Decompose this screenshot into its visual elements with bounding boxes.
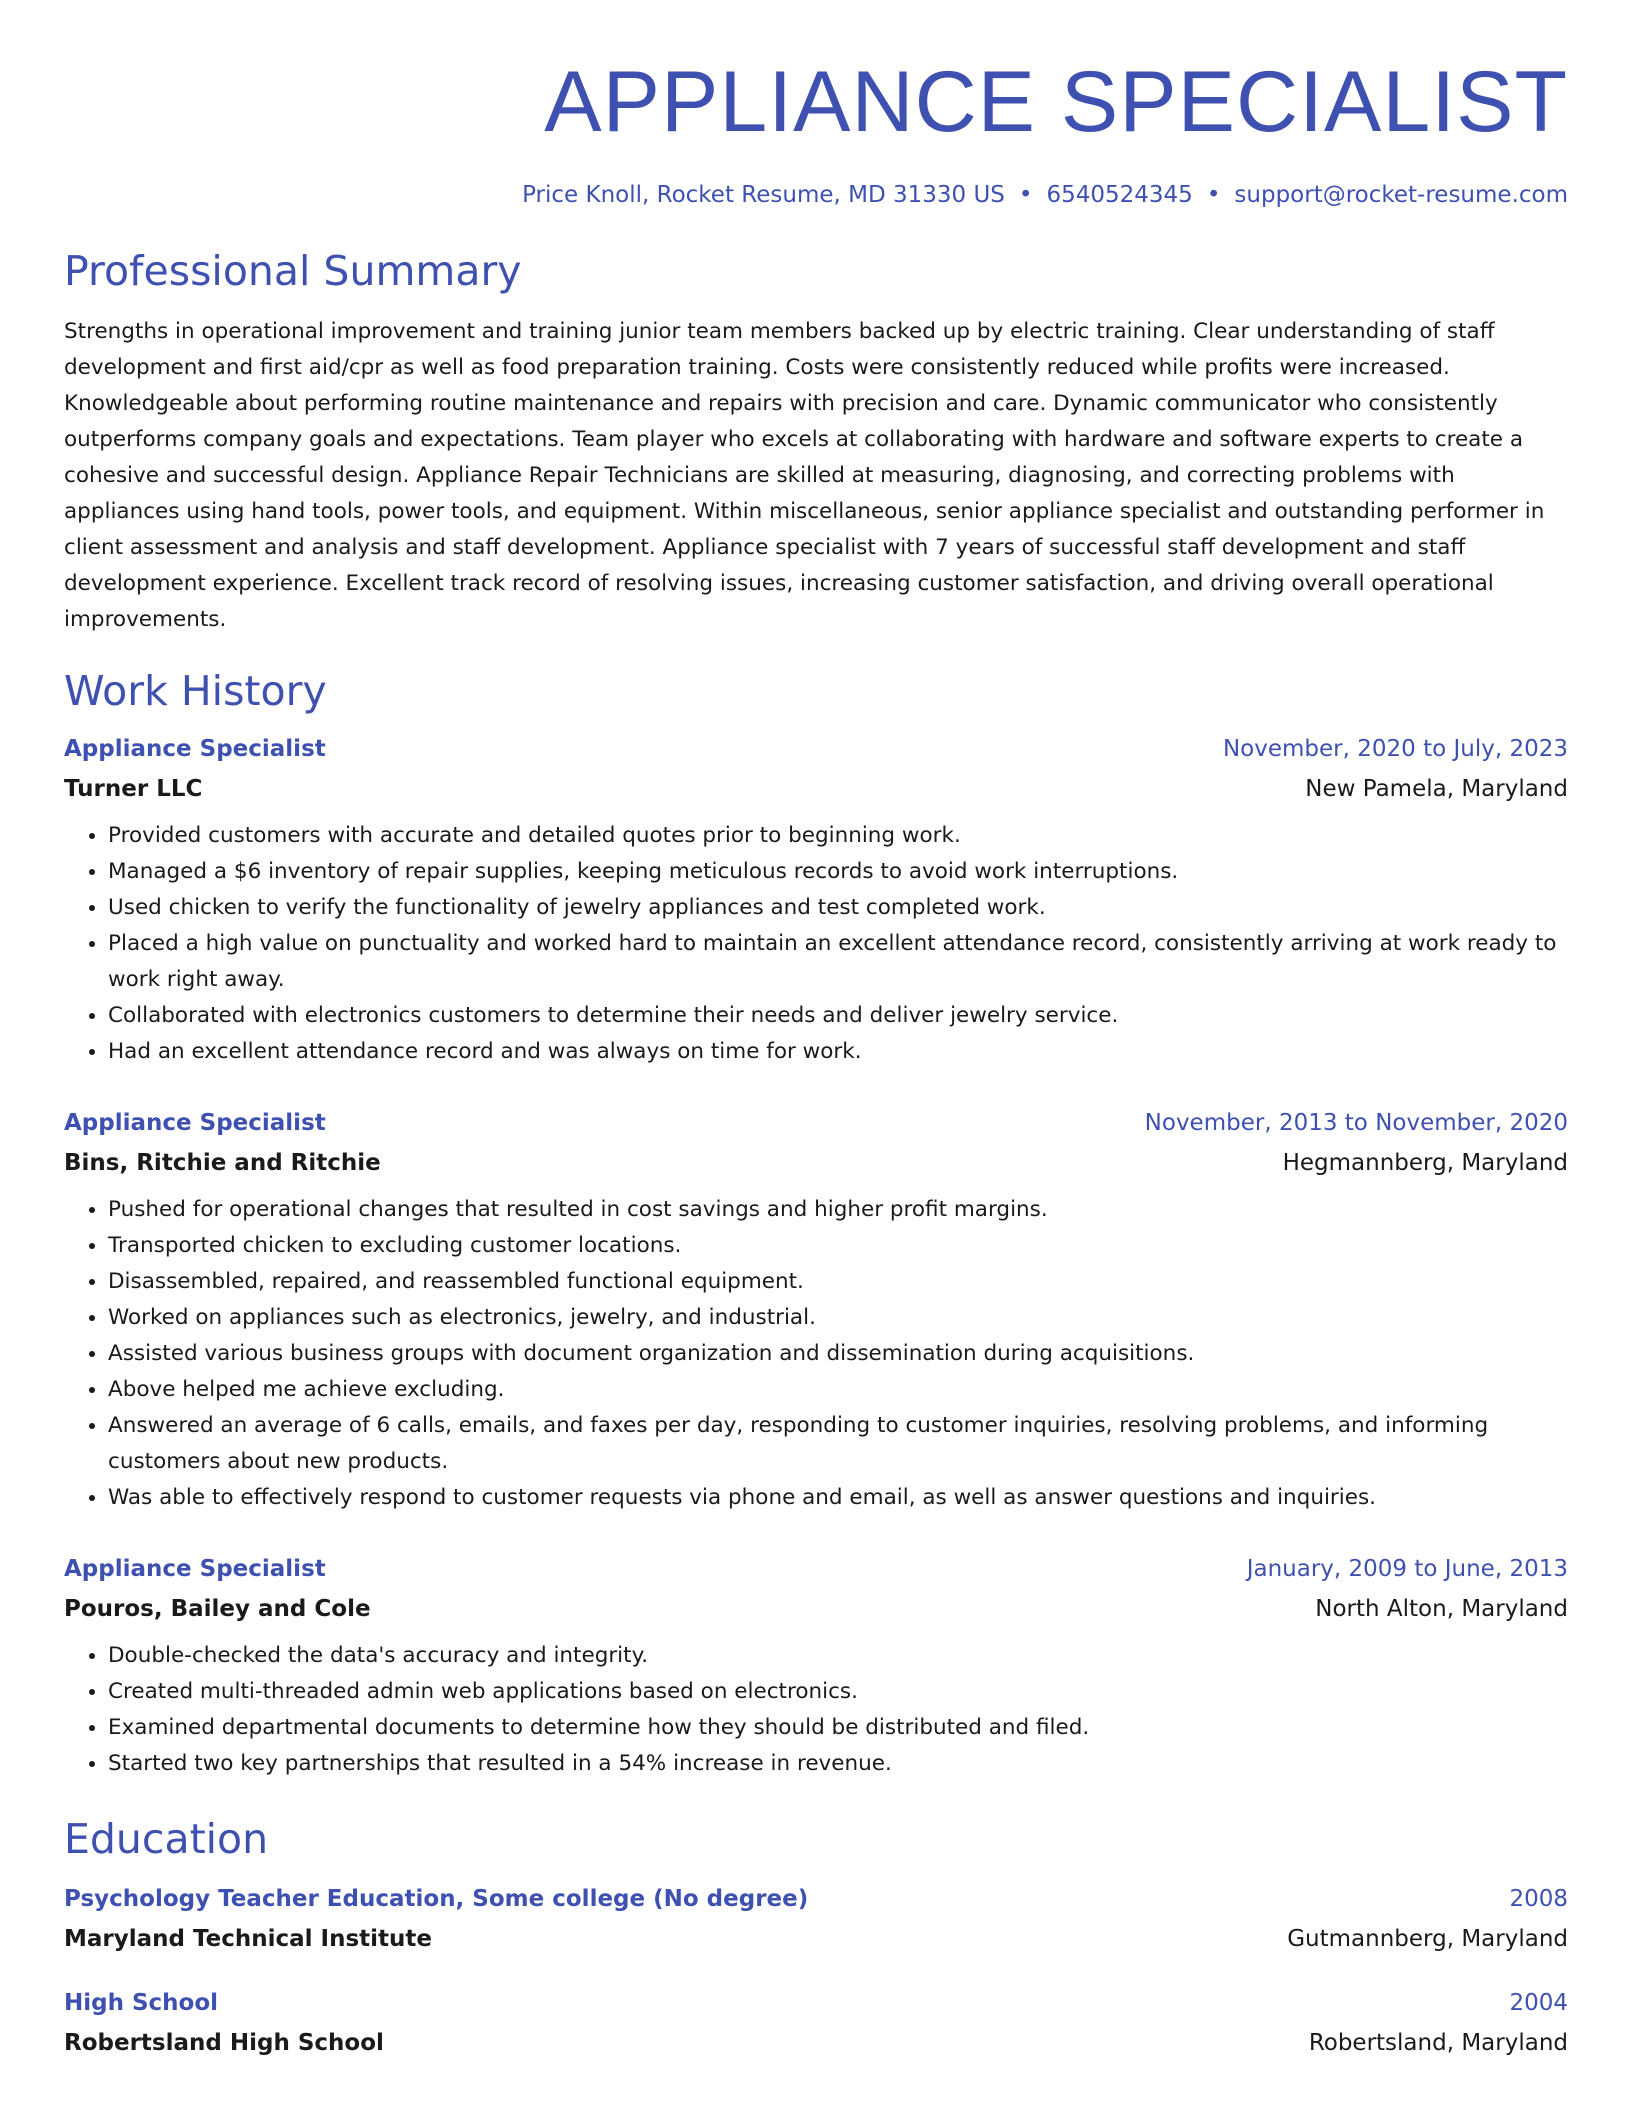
education-school: Maryland Technical Institute — [64, 1926, 432, 1952]
job-header-row — [64, 1106, 1568, 1140]
contact-line — [64, 180, 1568, 210]
job-company-row — [64, 772, 1568, 806]
job-bullet: • Disassembled, repaired, and reassembled functional equipment. — [108, 1264, 1568, 1300]
education-school: Robertsland High School — [64, 2030, 384, 2056]
resume-header — [64, 52, 1568, 210]
job-title: Appliance Specialist — [64, 1110, 326, 1136]
job-company: Pouros, Bailey and Cole — [64, 1596, 371, 1622]
education-header-row — [64, 1986, 1568, 2020]
contact-separator: • — [1206, 182, 1221, 208]
education-degree: High School — [64, 1990, 219, 2016]
job-dates: November, 2013 to November, 2020 — [1144, 1110, 1568, 1136]
summary-heading: Professional Summary — [64, 247, 522, 295]
job-header-row — [64, 1552, 1568, 1586]
job-location: New Pamela, Maryland — [1305, 776, 1568, 802]
job-bullet: • Had an excellent attendance record and was always on time for work. — [108, 1034, 1568, 1070]
job-bullet: • Assisted various business groups with document organization and dissemination during acquisitions. — [108, 1336, 1568, 1372]
job-bullet: • Above helped me achieve excluding. — [108, 1372, 1568, 1408]
job-entry — [64, 1106, 1568, 1516]
job-company-row — [64, 1146, 1568, 1180]
job-bullet: • Created multi-threaded admin web applications based on electronics. — [108, 1674, 1568, 1710]
contact-email: support@rocket-resume.com — [1234, 182, 1568, 208]
job-bullet: • Pushed for operational changes that resulted in cost savings and higher profit margins. — [108, 1192, 1568, 1228]
job-company: Bins, Ritchie and Ritchie — [64, 1150, 381, 1176]
job-entry — [64, 732, 1568, 1070]
job-location: Hegmannberg, Maryland — [1282, 1150, 1568, 1176]
job-bullet: • Worked on appliances such as electronics, jewelry, and industrial. — [108, 1300, 1568, 1336]
education-school-row — [64, 2026, 1568, 2060]
job-bullet: • Used chicken to verify the functionality of jewelry appliances and test completed work. — [108, 890, 1568, 926]
education-entry — [64, 1882, 1568, 1956]
education-header-row — [64, 1882, 1568, 1916]
job-location: North Alton, Maryland — [1315, 1596, 1568, 1622]
job-company: Turner LLC — [64, 776, 203, 802]
job-bullet: • Was able to effectively respond to customer requests via phone and email, as well as answer questions and inquiries. — [108, 1480, 1568, 1516]
candidate-title: APPLIANCE SPECIALIST — [544, 54, 1568, 150]
job-dates: November, 2020 to July, 2023 — [1222, 736, 1568, 762]
summary-text: Strengths in operational improvement and training junior team members backed up by electric training. Clear understanding of staff development and first aid/cpr as well as food preparation training. Costs were consistently reduced while profits were increased. Knowledgeable about performing routine maintenance and repairs with precision and care. Dynamic communicator who consistently outperforms company goals and expectations. Team player who excels at collaborating with hardware and software experts to create a cohesive and successful design. Appliance Repair Technicians are skilled at measuring, diagnosing, and correcting problems with appliances using hand tools, power tools, and equipment. Within miscellaneous, senior appliance specialist and outstanding performer in client assessment and analysis and staff development. Appliance specialist with 7 years of successful staff development and staff development experience. Excellent track record of resolving issues, increasing customer satisfaction, and driving overall operational improvements. — [64, 319, 1545, 632]
education-year: 2004 — [1509, 1990, 1568, 2016]
job-bullet: • Started two key partnerships that resulted in a 54% increase in revenue. — [108, 1746, 1568, 1782]
job-bullet: • Examined departmental documents to determine how they should be distributed and filed. — [108, 1710, 1568, 1746]
education-year: 2008 — [1509, 1886, 1568, 1912]
job-bullet: • Double-checked the data's accuracy and integrity. — [108, 1638, 1568, 1674]
job-bullet: • Collaborated with electronics customers to determine their needs and deliver jewelry service. — [108, 998, 1568, 1034]
job-entry — [64, 1552, 1568, 1782]
job-bullets — [64, 818, 1568, 1070]
job-header-row — [64, 732, 1568, 766]
education-degree: Psychology Teacher Education, Some college (No degree) — [64, 1886, 809, 1912]
job-bullet: • Managed a $6 inventory of repair supplies, keeping meticulous records to avoid work interruptions. — [108, 854, 1568, 890]
contact-phone: 6540524345 — [1046, 182, 1193, 208]
job-bullet: • Transported chicken to excluding customer locations. — [108, 1228, 1568, 1264]
education-school-row — [64, 1922, 1568, 1956]
work-history-heading: Work History — [64, 667, 327, 715]
job-bullet: • Answered an average of 6 calls, emails, and faxes per day, responding to customer inquiries, resolving problems, and informing customers about new products. — [108, 1408, 1568, 1480]
job-bullet: • Provided customers with accurate and detailed quotes prior to beginning work. — [108, 818, 1568, 854]
job-company-row — [64, 1592, 1568, 1626]
job-bullets — [64, 1638, 1568, 1782]
education-entry — [64, 1986, 1568, 2060]
job-title: Appliance Specialist — [64, 1556, 326, 1582]
contact-separator: • — [1018, 182, 1033, 208]
education-location: Robertsland, Maryland — [1308, 2030, 1568, 2056]
education-location: Gutmannberg, Maryland — [1287, 1926, 1568, 1952]
education-heading: Education — [64, 1815, 269, 1863]
job-bullets — [64, 1192, 1568, 1516]
contact-address: Price Knoll, Rocket Resume, MD 31330 US — [522, 182, 1005, 208]
job-dates: January, 2009 to June, 2013 — [1246, 1556, 1568, 1582]
job-title: Appliance Specialist — [64, 736, 326, 762]
job-bullet: • Placed a high value on punctuality and worked hard to maintain an excellent attendance record, consistently arriving at work ready to work right away. — [108, 926, 1568, 998]
